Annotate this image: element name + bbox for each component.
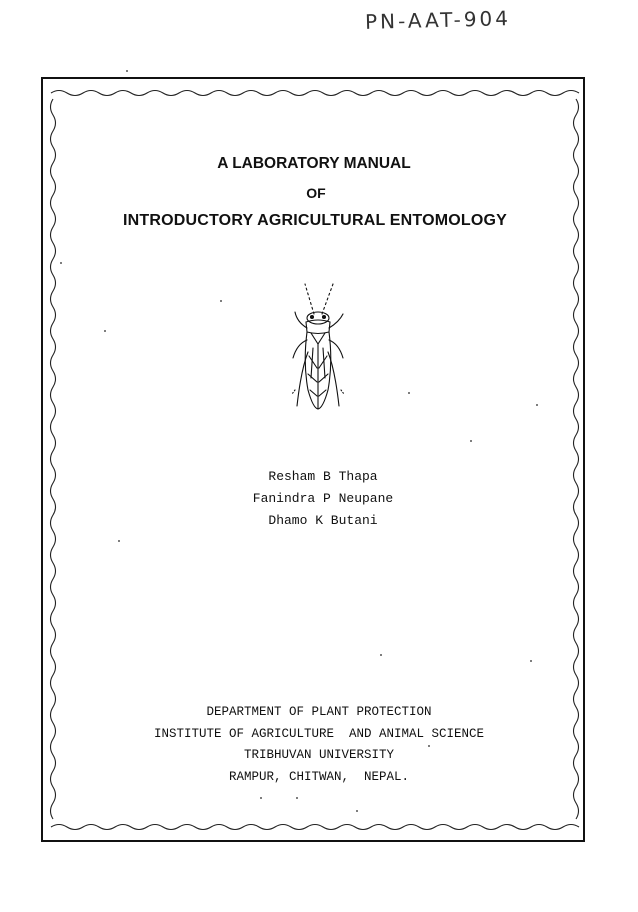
scan-speck — [408, 392, 410, 394]
handwritten-catalog-code: PN-AAT-904 — [364, 6, 512, 34]
author-name: Dhamo K Butani — [268, 513, 378, 528]
institution-block — [0, 702, 638, 788]
scan-speck — [380, 654, 382, 656]
scan-speck — [470, 440, 472, 442]
author-name: Resham B Thapa — [268, 469, 378, 484]
title-line-2: OF — [306, 185, 326, 201]
scan-speck — [296, 797, 298, 799]
scan-speck — [60, 262, 62, 264]
department-name: DEPARTMENT OF PLANT PROTECTION — [206, 705, 432, 719]
scan-speck — [118, 540, 120, 542]
scan-speck — [428, 745, 430, 747]
scan-speck — [126, 70, 128, 72]
author-name: Fanindra P Neupane — [252, 491, 394, 506]
title-line-3: INTRODUCTORY AGRICULTURAL ENTOMOLOGY — [122, 212, 508, 229]
title-line-1: A LABORATORY MANUAL — [217, 155, 411, 172]
address-line: RAMPUR, CHITWAN, NEPAL. — [228, 769, 410, 784]
scan-speck — [104, 330, 106, 332]
institute-name: INSTITUTE OF AGRICULTURE AND ANIMAL SCIENCE — [153, 726, 485, 741]
scan-speck — [530, 660, 532, 662]
university-name: TRIBHUVAN UNIVERSITY — [243, 748, 395, 762]
leafhopper-illustration — [283, 278, 353, 418]
scan-speck — [536, 404, 538, 406]
scan-speck — [220, 300, 222, 302]
scan-speck — [356, 810, 358, 812]
scan-speck — [260, 797, 262, 799]
authors-list — [4, 466, 638, 532]
